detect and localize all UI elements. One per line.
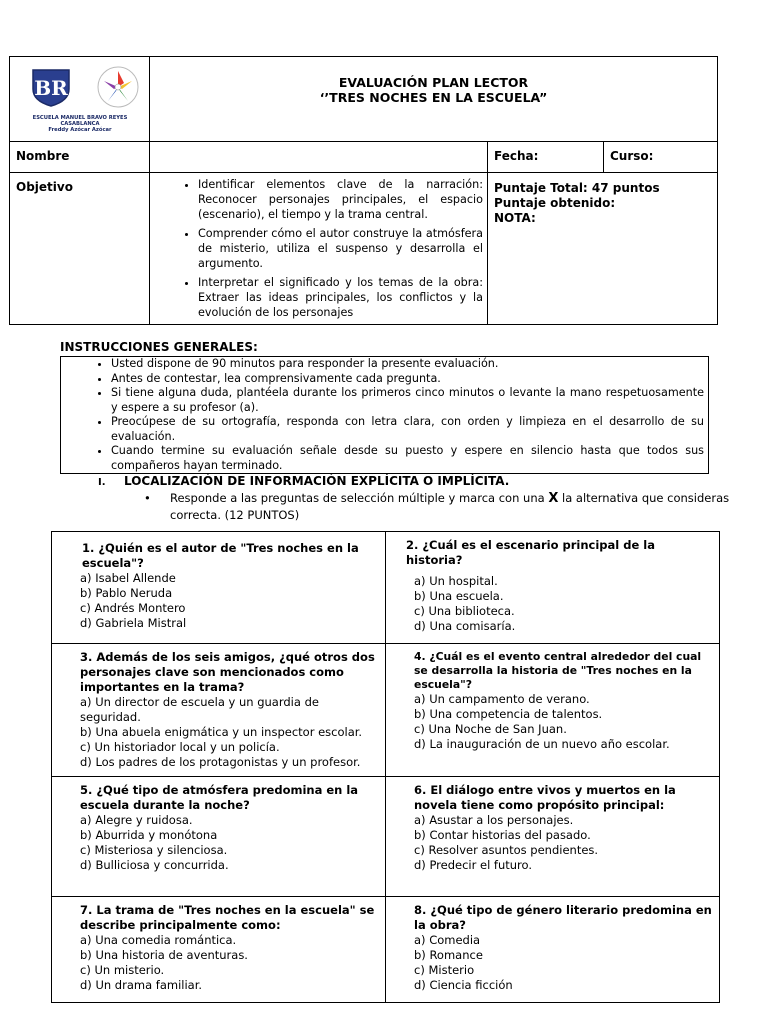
curso-field[interactable] [604, 142, 718, 173]
option-a[interactable]: a) Una comedia romántica. [80, 933, 237, 947]
option-c[interactable]: c) Una biblioteca. [414, 604, 515, 618]
school-director: Freddy Azócar Azócar [48, 127, 112, 133]
section-number: I. [98, 477, 106, 488]
instruction-item: • Cuando termine su evaluación señale desde su puesto y espere en silencio hasta que todos sus compañeros hayan terminado. [111, 444, 704, 473]
option-d[interactable]: d) La inauguración de un nuevo año escolar. [414, 737, 670, 751]
question-text: 6. El diálogo entre vivos y muertos en la novela tiene como propósito principal: [414, 783, 676, 812]
fecha-label: Fecha: [494, 149, 539, 163]
instruction-item: • Si tiene alguna duda, plantéela durante los primeros cinco minutos o levante la mano respetuosamente y espere a su profesor (a). [111, 386, 704, 415]
option-c[interactable]: c) Misterio [414, 963, 475, 977]
section-heading [98, 474, 509, 488]
question-text: 1. ¿Quién es el autor de "Tres noches en la escuela"? [82, 541, 359, 570]
objectives-cell [150, 173, 488, 325]
bullet-icon: • [144, 491, 151, 505]
option-b[interactable]: b) Una abuela enigmática y un inspector escolar. [80, 725, 363, 739]
option-a[interactable]: a) Alegre y ruidosa. [80, 813, 193, 827]
option-a[interactable]: a) Un hospital. [414, 574, 498, 588]
option-b[interactable]: b) Romance [414, 948, 483, 962]
option-a[interactable]: a) Un director de escuela y un guardia de seguridad. [80, 695, 319, 724]
question-8 [386, 897, 720, 1003]
instructions-title: INSTRUCCIONES GENERALES: [60, 340, 258, 354]
header-table [9, 56, 718, 325]
option-d[interactable]: d) Ciencia ficción [414, 978, 513, 992]
instruction-item: • Preocúpese de su ortografía, responda con letra clara, con orden y limpieza en el desarrollo de su evaluación. [111, 415, 704, 444]
option-b[interactable]: b) Una historia de aventuras. [80, 948, 248, 962]
objective-item: • Identificar elementos clave de la narración: Reconocer personajes principales, el espacio (escenario), el tiempo y la trama central. [198, 177, 483, 222]
instructions-box [60, 356, 709, 474]
option-c[interactable]: c) Andrés Montero [80, 601, 186, 615]
option-c[interactable]: c) Resolver asuntos pendientes. [414, 843, 599, 857]
question-5 [52, 777, 386, 897]
section-instruction [144, 490, 758, 523]
nombre-label: Nombre [10, 142, 150, 173]
doc-title: EVALUACIÓN PLAN LECTOR [338, 75, 529, 90]
option-a[interactable]: a) Un campamento de verano. [414, 692, 590, 706]
option-c[interactable]: c) Un historiador local y un policía. [80, 740, 280, 754]
option-c[interactable]: c) Un misterio. [80, 963, 165, 977]
logo-cell [10, 57, 150, 142]
hands-circle-logo-icon [94, 65, 142, 109]
option-a[interactable]: a) Comedia [414, 933, 481, 947]
question-2 [386, 532, 720, 644]
question-3 [52, 644, 386, 777]
section-title: LOCALIZACIÓN DE INFORMACIÓN EXPLÍCITA O IMPLÍCITA. [124, 474, 510, 488]
instruction-item: • Usted dispone de 90 minutos para responder la presente evaluación. [111, 357, 704, 372]
school-shield-logo-icon [30, 67, 72, 107]
doc-subtitle: ‘’TRES NOCHES EN LA ESCUELA” [319, 90, 548, 105]
option-b[interactable]: b) Una escuela. [414, 589, 504, 603]
option-d[interactable]: d) Los padres de los protagonistas y un profesor. [80, 755, 361, 769]
question-6 [386, 777, 720, 897]
question-text: 3. Además de los seis amigos, ¿qué otros dos personajes clave son mencionados como importantes en la trama? [80, 650, 375, 694]
puntaje-total: Puntaje Total: 47 puntos [494, 181, 660, 195]
mark-x: X [548, 491, 559, 506]
option-b[interactable]: b) Una competencia de talentos. [414, 707, 603, 721]
option-d[interactable]: d) Bulliciosa y concurrida. [80, 858, 229, 872]
instruction-item: • Antes de contestar, lea comprensivamente cada pregunta. [111, 372, 704, 387]
question-1 [52, 532, 386, 644]
questions-table [51, 531, 720, 1003]
option-d[interactable]: d) Predecir el futuro. [414, 858, 533, 872]
nota-label[interactable]: NOTA: [494, 211, 536, 225]
option-d[interactable]: d) Un drama familiar. [80, 978, 203, 992]
title-cell [150, 57, 718, 142]
objective-item: • Interpretar el significado y los temas de la obra: Extraer las ideas principales, los conflictos y la evolución de los personajes [198, 275, 483, 320]
question-text: 2. ¿Cuál es el escenario principal de la historia? [406, 538, 655, 567]
objetivo-label: Objetivo [10, 173, 150, 325]
nombre-field[interactable] [150, 142, 488, 173]
option-d[interactable]: d) Una comisaría. [414, 619, 516, 633]
option-a[interactable]: a) Isabel Allende [80, 571, 176, 585]
objective-item: • Comprender cómo el autor construye la atmósfera de misterio, utiliza el suspenso y desarrolla el argumento. [198, 226, 483, 271]
question-7 [52, 897, 386, 1003]
question-text: 4. ¿Cuál es el evento central alrededor del cual se desarrolla la historia de "Tres noches en la escuela"? [414, 650, 702, 691]
score-cell [488, 173, 718, 325]
question-text: 8. ¿Qué tipo de género literario predomina en la obra? [414, 903, 712, 932]
option-b[interactable]: b) Contar historias del pasado. [414, 828, 591, 842]
school-name: ESCUELA MANUEL BRAVO REYES [32, 115, 128, 121]
school-city: CASABLANCA [60, 121, 100, 127]
instruction-text-end: la alternativa que consideras correcta. (12 PUNTOS) [170, 491, 730, 522]
option-c[interactable]: c) Misteriosa y silenciosa. [80, 843, 228, 857]
svg-text:BR: BR [34, 76, 68, 100]
question-text: 5. ¿Qué tipo de atmósfera predomina en la escuela durante la noche? [80, 783, 359, 812]
curso-label: Curso: [610, 149, 654, 163]
fecha-field[interactable] [488, 142, 604, 173]
puntaje-obtenido[interactable]: Puntaje obtenido: [494, 196, 616, 210]
option-d[interactable]: d) Gabriela Mistral [80, 616, 187, 630]
option-b[interactable]: b) Aburrida y monótona [80, 828, 218, 842]
question-4 [386, 644, 720, 777]
question-text: 7. La trama de "Tres noches en la escuela" se describe principalmente como: [80, 903, 375, 932]
option-a[interactable]: a) Asustar a los personajes. [414, 813, 574, 827]
option-c[interactable]: c) Una Noche de San Juan. [414, 722, 567, 736]
option-b[interactable]: b) Pablo Neruda [80, 586, 173, 600]
instruction-text: Responde a las preguntas de selección múltiple y marca con una [170, 491, 549, 505]
